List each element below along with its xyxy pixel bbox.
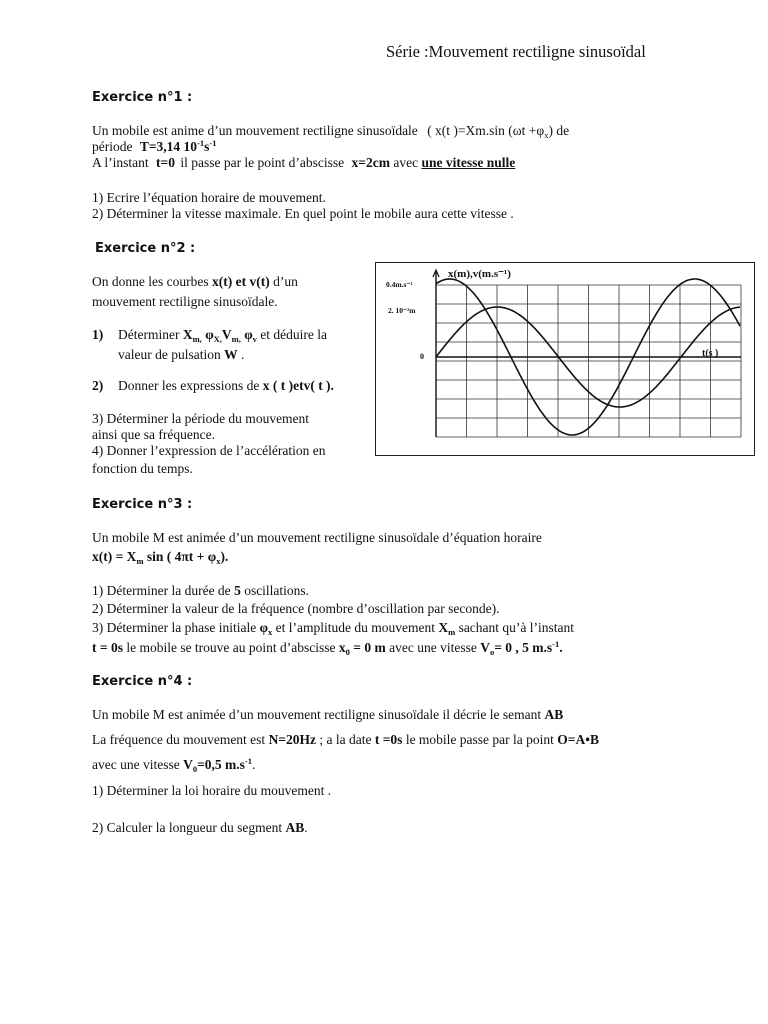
- text: t=0: [156, 155, 175, 170]
- exercise-2-item-1: 1) Déterminer $X_{m,}$ $\varphi_{X,}V_{m,}$ $\varphi_v$ et déduire la: [92, 327, 328, 344]
- exercise-4-line-2: La fréquence du mouvement est N=20Hz ; a la date t =0s le mobile passe par la point O=A•B: [92, 732, 599, 747]
- motion-graph: [375, 262, 755, 456]
- exercise-2-item-1-cont: valeur de pulsation W .: [118, 347, 245, 362]
- page-title: Série :Mouvement rectiligne sinusoïdal: [386, 42, 646, 61]
- exercise-1-heading: Exercice n°1 :: [92, 90, 193, 105]
- exercise-4-question-2: 2) Calculer la longueur du segment AB.: [92, 820, 308, 835]
- exercise-2-question-3a: 3) Déterminer la période du mouvement: [92, 411, 310, 426]
- exercise-4-question-1: 1) Déterminer la loi horaire du mouvement .: [92, 783, 332, 798]
- text: x=2cm: [351, 155, 390, 170]
- exercise-2-item-2: 2) Donner les expressions de x ( t )etv( t ).: [92, 378, 334, 393]
- text: A l’instant: [92, 155, 149, 170]
- exercise-2-heading: Exercice n°2 :: [95, 241, 196, 256]
- text: avec: [393, 155, 419, 170]
- exercise-1-line-2: [92, 139, 217, 155]
- text: ) de: [548, 123, 570, 138]
- y-axis-title: x(m),v(m.s⁻¹): [448, 268, 511, 280]
- tick-label-top: 0.4m.s⁻¹: [386, 280, 413, 289]
- period-value: T=3,14 $10^{-1}s^{-1}$: [139, 138, 217, 154]
- exercise-2-question-3b: ainsi que sa fréquence.: [92, 427, 215, 442]
- exercise-3-heading: Exercice n°3 :: [92, 497, 193, 512]
- time-axis-label: t(s ): [702, 348, 719, 359]
- exercise-3-line-1: Un mobile M est animée d’un mouvement rectiligne sinusoïdale d’équation horaire: [92, 530, 542, 545]
- text: ( x(t )=Xm.sin (ωt +φ: [427, 123, 545, 138]
- exercise-1-line-3: [92, 155, 515, 171]
- exercise-3-question-3: 3) Déterminer la phase initiale $\varphi_x$ et l’amplitude du mouvement $X_m$ sachant qu’à l’instant: [92, 620, 575, 637]
- exercise-3-question-2: 2) Déterminer la valeur de la fréquence (nombre d’oscillation par seconde).: [92, 601, 500, 616]
- exercise-2-line-1: On donne les courbes x(t) et v(t) d’un: [92, 274, 298, 289]
- exercise-1-question-1: 1) Ecrire l’équation horaire de mouvement.: [92, 190, 326, 205]
- exercise-3-question-1: 1) Déterminer la durée de 5 oscillations.: [92, 583, 310, 598]
- exercise-2-question-4a: 4) Donner l’expression de l’accélération en: [92, 443, 326, 458]
- exercise-3-equation: $x(t) = X_m$ sin ( $4\pi t + \varphi_x$).: [92, 549, 229, 566]
- exercise-3-question-3-cont: t = 0s le mobile se trouve au point d’abscisse $x_0 = 0$ m avec une vitesse $V_o= 0$ , 5 $m.s^{-1}$.: [92, 639, 563, 657]
- tick-label-mid: 2. 10⁻²m: [388, 306, 416, 315]
- exercise-4-line-3: avec une vitesse $V_0=0,5$ $m.s^{-1}$.: [92, 756, 256, 774]
- subscript: x: [544, 130, 549, 140]
- exercise-1-line-1: [92, 123, 569, 139]
- tick-label-zero: 0: [420, 352, 424, 361]
- text: Un mobile est anime d’un mouvement rectiligne sinusoïdale: [92, 123, 418, 138]
- exercise-4-line-1: Un mobile M est animée d’un mouvement rectiligne sinusoïdale il décrie le semant AB: [92, 707, 564, 722]
- exercise-2-question-4b: fonction du temps.: [92, 461, 193, 476]
- exercise-4-heading: Exercice n°4 :: [92, 674, 193, 689]
- text: il passe par le point d’abscisse: [180, 155, 345, 170]
- exercise-1-question-2: 2) Déterminer la vitesse maximale. En quel point le mobile aura cette vitesse .: [92, 206, 514, 221]
- text: une vitesse nulle: [421, 155, 516, 170]
- graph-svg: [376, 263, 754, 455]
- text: période: [92, 139, 133, 154]
- exercise-2-line-2: mouvement rectiligne sinusoïdale.: [92, 294, 278, 309]
